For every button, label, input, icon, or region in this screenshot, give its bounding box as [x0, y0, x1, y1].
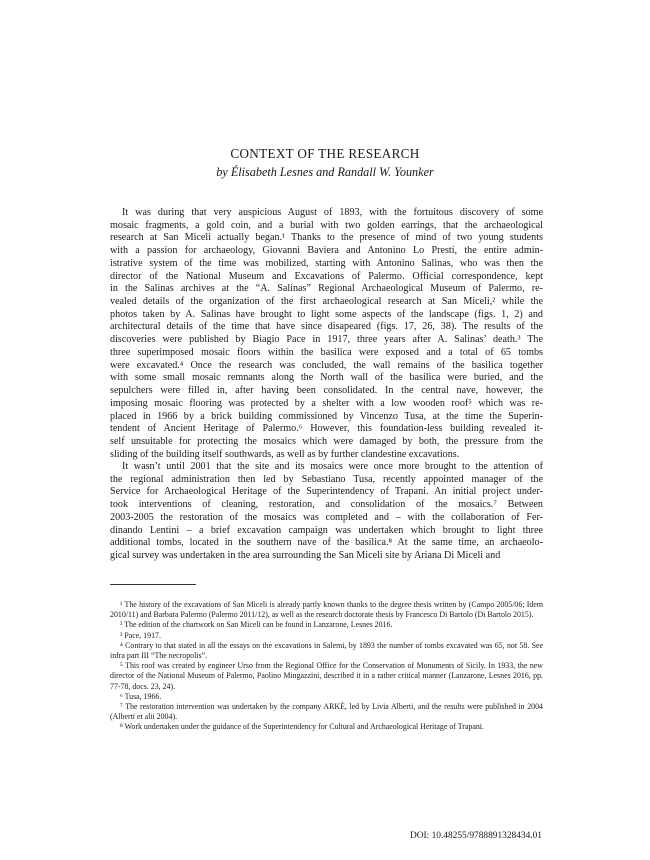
footnote: ⁸ Work undertaken under the guidance of the Superintendency for Cultural and Archaeological Heritage of Trapani. [120, 722, 484, 732]
footnote: ⁶ Tusa, 1966. [120, 691, 162, 701]
body-line: gical survey was undertaken in the area surrounding the San Miceli site by Ariana Di Miceli and [110, 550, 501, 562]
body-line: three superimposed mosaic floors within the basilica were exposed and a total of 65 tombs [110, 346, 543, 358]
body-line: discoveries were published by Biagio Pace in 1917, three years after A. Salinas’ death.³ The [110, 334, 543, 346]
body-line: in the Salinas archives at the “A. Salinas” Regional Archaeological Museum of Palermo, re- [110, 283, 543, 295]
body-line: dinando Lentini – a brief excavation campaign was undertaken which brought to light three [110, 524, 543, 536]
footnote: ¹ The history of the excavations of San Miceli is already partly known thanks to the degree thesis written by (Campo 2005/06; Idem 2010/11) and Barbara Palermo (Palermo 2011/12), as well as the research doctorate thesis by Francesco Di Bartolo (Di Bartolo 2015). [110, 600, 543, 620]
body-line: took interventions of cleaning, restoration, and consolidation of the mosaics.⁷ Between [110, 499, 543, 511]
body-line: placed in 1966 by a brick building commissioned by Vincenzo Tusa, at the time the Superin- [110, 410, 543, 422]
footnote: ⁵ This roof was created by engineer Urso from the Regional Office for the Conservation of Monuments of Sicily. In 1933, the new director of the National Museum of Palermo, Paolino Mingazzini, described it in a rather critical manner (Lanzarone, Lesnes 2016, pp. 77-78, docs. 23, 24). [110, 661, 543, 691]
body-line: were excavated.⁴ Once the research was concluded, the wall remains of the basilica together [110, 359, 543, 371]
body-line: vealed details of the organization of the first archaeological research at San Miceli,² while the [110, 296, 543, 308]
body-line: director of the National Museum and Excavations of Palermo. Official correspondence, kept [110, 270, 543, 282]
body-line: research at San Miceli actually began.¹ Thanks to the presence of mind of two young students [110, 232, 543, 244]
body-paragraph-2 [110, 461, 543, 563]
footnote: ³ Pace, 1917. [120, 630, 161, 640]
chapter-title: CONTEXT OF THE RESEARCH [230, 146, 420, 161]
body-line: photos taken by A. Salinas have brought to light some aspects of the landscape (figs. 1, 2) and [110, 308, 543, 320]
body-line: istrative system of the time was mobilized, starting with Antonino Salinas, who was then the [110, 257, 543, 269]
footnote: ⁴ Contrary to that stated in all the essays on the excavations in Salemi, by 1893 the number of tombs excavated was 65, not 58. See infra part III “The necropolis”. [110, 640, 543, 661]
body-line: with a passion for archaeology, Giovanni Baviera and Antonino Lo Presti, the entire admin- [110, 245, 543, 257]
body-line: the regional administration then led by Sebastiano Tusa, recently appointed manager of the [110, 473, 543, 485]
doi-label: DOI: 10.48255/9788891328434.01 [409, 831, 542, 841]
body-line: imposing mosaic flooring was protected by a shelter with a low wooden roof⁵ which was re- [110, 397, 543, 409]
body-line: 2003-2005 the restoration of the mosaics was completed and – with the collaboration of Fer- [110, 511, 543, 523]
body-line: tendent of Ancient Heritage of Palermo.⁶ However, this foundation-less building revealed it- [110, 423, 543, 435]
body-line: with some small mosaic remnants along the North wall of the basilica were buried, and the [110, 372, 543, 384]
body-paragraph-1 [110, 207, 543, 461]
footnote: ⁷ The restoration intervention was undertaken by the company ARKÉ, led by Livia Alberti, and the results were published in 2004 (Alberti et alii 2004). [110, 702, 543, 722]
body-line: sepulchers were filled in, after having been consolidated. In the central nave, however, the [110, 385, 543, 397]
footnote: ² The edition of the chartwork on San Miceli can be found in Lanzarone, Lesnes 2016. [120, 620, 393, 630]
chapter-byline: by Élisabeth Lesnes and Randall W. Younker [216, 165, 434, 179]
body-line: Service for Archaeological Heritage of the Superintendency of Trapani. An initial project under- [110, 486, 543, 498]
body-line: self unsuitable for protecting the mosaics which were damaged by both, the pressure from the [110, 435, 543, 447]
body-line: mosaic fragments, a gold coin, and a burial with two golden earrings, that the archaeological [110, 219, 543, 231]
footnote-separator [110, 584, 196, 585]
body-line: architectural details of the time that have since disapeared (figs. 17, 26, 38). The results of the [110, 321, 543, 333]
body-line: additional tombs, located in the southern nave of the basilica.⁸ At the same time, an archaeolo- [110, 537, 543, 549]
body-line: It was during that very auspicious August of 1893, with the fortuitous discovery of some [122, 207, 543, 218]
body-line: sliding of the building itself southwards, as well as by further clandestine excavations. [110, 448, 460, 460]
footnotes [110, 600, 543, 733]
body-line: It wasn’t until 2001 that the site and its mosaics were once more brought to the attention of [122, 461, 543, 472]
